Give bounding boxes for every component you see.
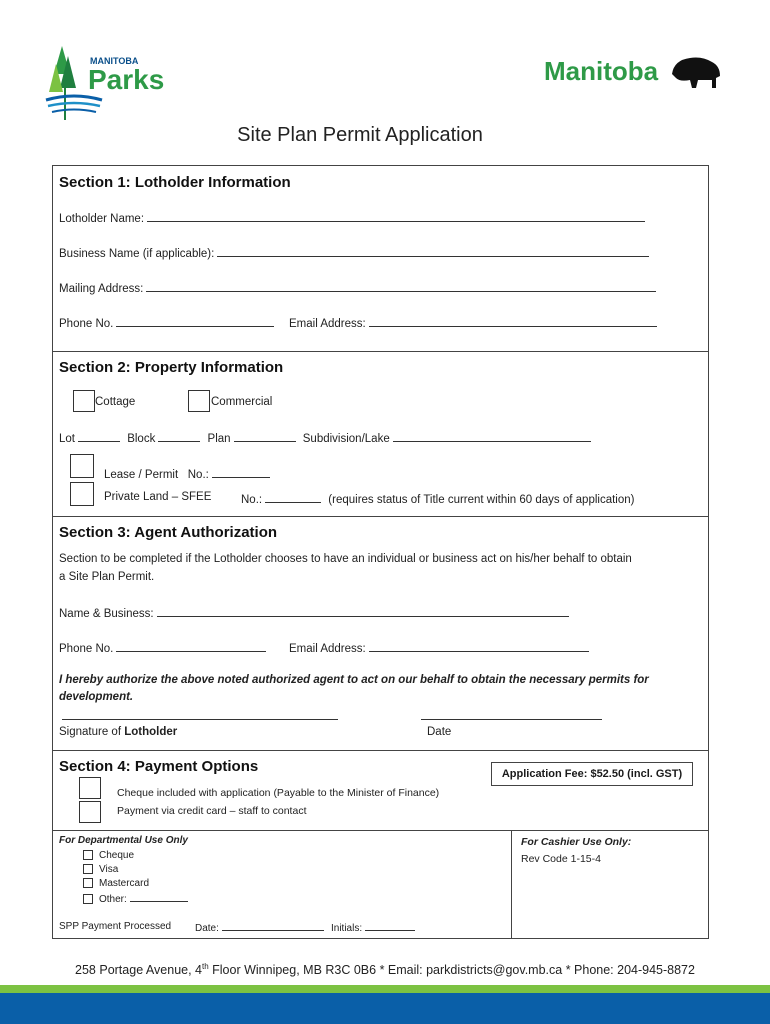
initials-line[interactable] (365, 921, 415, 931)
cheque-label: Cheque included with application (Payable to the Minister of Finance) (117, 787, 440, 799)
dept-option-other[interactable] (83, 892, 188, 905)
dept-date-label: Date: (195, 923, 219, 934)
footer-superscript: th (202, 962, 209, 971)
credit-card-checkbox[interactable] (79, 801, 101, 823)
email-field[interactable] (289, 315, 657, 330)
agent-name-label: Name & Business: (59, 608, 154, 620)
dept-option-mastercard[interactable] (83, 878, 149, 889)
block-line[interactable] (158, 430, 200, 442)
phone-field[interactable] (59, 315, 274, 330)
logo-manitoba-small: MANITOBA (90, 56, 139, 66)
initials-label: Initials: (331, 923, 363, 934)
footer-address-end: Floor Winnipeg, MB R3C 0B6 * Email: parkdistricts@gov.mb.ca * Phone: 204-945-8872 (208, 963, 695, 978)
dept-option-visa[interactable] (83, 864, 118, 875)
business-name-label: Business Name (if applicable): (59, 248, 215, 260)
footer-address (0, 962, 770, 977)
agent-email-line[interactable] (369, 640, 589, 652)
agent-phone-field[interactable] (59, 640, 266, 655)
other-small-checkbox[interactable] (83, 894, 93, 904)
lotholder-name-field[interactable] (59, 210, 645, 225)
dept-option-visa-label: Visa (99, 864, 119, 875)
mailing-address-field[interactable] (59, 280, 656, 295)
section2-heading: Section 2: Property Information (59, 359, 284, 376)
lotholder-name-label: Lotholder Name: (59, 213, 145, 225)
section4-heading: Section 4: Payment Options (59, 758, 259, 775)
private-no-row (241, 491, 634, 506)
signature-bold: Lotholder (124, 726, 178, 738)
dept-option-cheque-label: Cheque (99, 850, 135, 861)
private-no-line[interactable] (265, 491, 321, 503)
agent-name-field[interactable] (59, 605, 569, 620)
business-name-line[interactable] (217, 245, 649, 257)
bison-icon (668, 52, 724, 92)
agent-email-field[interactable] (289, 640, 589, 655)
dept-date-line[interactable] (222, 921, 324, 931)
phone-label: Phone No. (59, 318, 114, 330)
section3-desc-line1: Section to be completed if the Lotholder chooses to have an individual or business act on his/her behalf to obtain (59, 553, 632, 565)
block-label: Block (127, 433, 156, 445)
agent-phone-line[interactable] (116, 640, 266, 652)
logo-parks-word: Parks (88, 64, 165, 95)
lease-row (104, 466, 270, 481)
divider (53, 830, 708, 831)
footer-address-start: 258 Portage Avenue, 4 (75, 963, 202, 978)
plan-line[interactable] (234, 430, 296, 442)
business-name-field[interactable] (59, 245, 649, 260)
subdivision-line[interactable] (393, 430, 591, 442)
section3-heading: Section 3: Agent Authorization (59, 524, 278, 541)
agent-email-label: Email Address: (289, 643, 366, 655)
credit-card-label: Payment via credit card – staff to contact (117, 805, 307, 817)
agent-phone-label: Phone No. (59, 643, 114, 655)
lotholder-name-line[interactable] (147, 210, 645, 222)
lot-label: Lot (59, 433, 75, 445)
agent-name-line[interactable] (157, 605, 569, 617)
plan-label: Plan (207, 433, 231, 445)
phone-line[interactable] (116, 315, 274, 327)
private-land-label: Private Land – SFEE (104, 491, 212, 503)
date-caption: Date (427, 726, 452, 738)
signature-line[interactable] (62, 719, 338, 720)
private-no-label: No.: (241, 494, 263, 506)
logo-manitoba-word: Manitoba (544, 56, 659, 86)
manitoba-logo (544, 50, 724, 94)
email-label: Email Address: (289, 318, 366, 330)
dept-option-mastercard-label: Mastercard (99, 878, 150, 889)
footer-green-bar (0, 985, 770, 993)
cottage-label: Cottage (95, 396, 136, 408)
lease-no-label: No.: (187, 469, 209, 481)
divider (53, 351, 708, 352)
other-line[interactable] (130, 892, 188, 902)
signature-caption (59, 726, 177, 738)
divider-vertical (511, 830, 512, 938)
authorization-line2: development. (59, 691, 134, 703)
manitoba-parks-logo (44, 44, 184, 124)
visa-small-checkbox[interactable] (83, 864, 93, 874)
cheque-small-checkbox[interactable] (83, 850, 93, 860)
cottage-checkbox[interactable] (73, 390, 95, 412)
lease-checkbox[interactable] (70, 454, 94, 478)
date-line[interactable] (421, 719, 602, 720)
dept-date-field[interactable] (195, 921, 324, 934)
application-fee-box: Application Fee: $52.50 (incl. GST) (491, 762, 693, 786)
authorization-line1: I hereby authorize the above noted authorized agent to act on our behalf to obtain the necessary permits for (59, 674, 649, 686)
lot-row (59, 430, 591, 445)
mailing-address-line[interactable] (146, 280, 656, 292)
dept-option-other-label: Other: (99, 894, 127, 905)
commercial-label: Commercial (211, 396, 273, 408)
initials-field[interactable] (331, 921, 415, 934)
email-line[interactable] (369, 315, 657, 327)
subdivision-label: Subdivision/Lake (302, 433, 390, 445)
lease-no-line[interactable] (212, 466, 270, 478)
private-land-checkbox[interactable] (70, 482, 94, 506)
divider (53, 750, 708, 751)
section1-heading: Section 1: Lotholder Information (59, 174, 291, 191)
section3-desc-line2: a Site Plan Permit. (59, 571, 155, 583)
lease-label: Lease / Permit (104, 469, 179, 481)
mailing-address-label: Mailing Address: (59, 283, 144, 295)
dept-heading: For Departmental Use Only (59, 835, 188, 846)
signature-prefix: Signature of (59, 726, 122, 738)
footer-blue-bar (0, 993, 770, 1024)
private-note: (requires status of Title current within 60 days of application) (328, 494, 635, 506)
page-title: Site Plan Permit Application (237, 124, 483, 146)
commercial-checkbox[interactable] (188, 390, 210, 412)
cheque-checkbox[interactable] (79, 777, 101, 799)
lot-line[interactable] (78, 430, 120, 442)
cashier-heading: For Cashier Use Only: (521, 836, 632, 848)
spp-label: SPP Payment Processed (59, 921, 172, 932)
rev-code: Rev Code 1-15-4 (521, 853, 601, 865)
divider (53, 516, 708, 517)
mastercard-small-checkbox[interactable] (83, 878, 93, 888)
dept-option-cheque[interactable] (83, 850, 134, 861)
